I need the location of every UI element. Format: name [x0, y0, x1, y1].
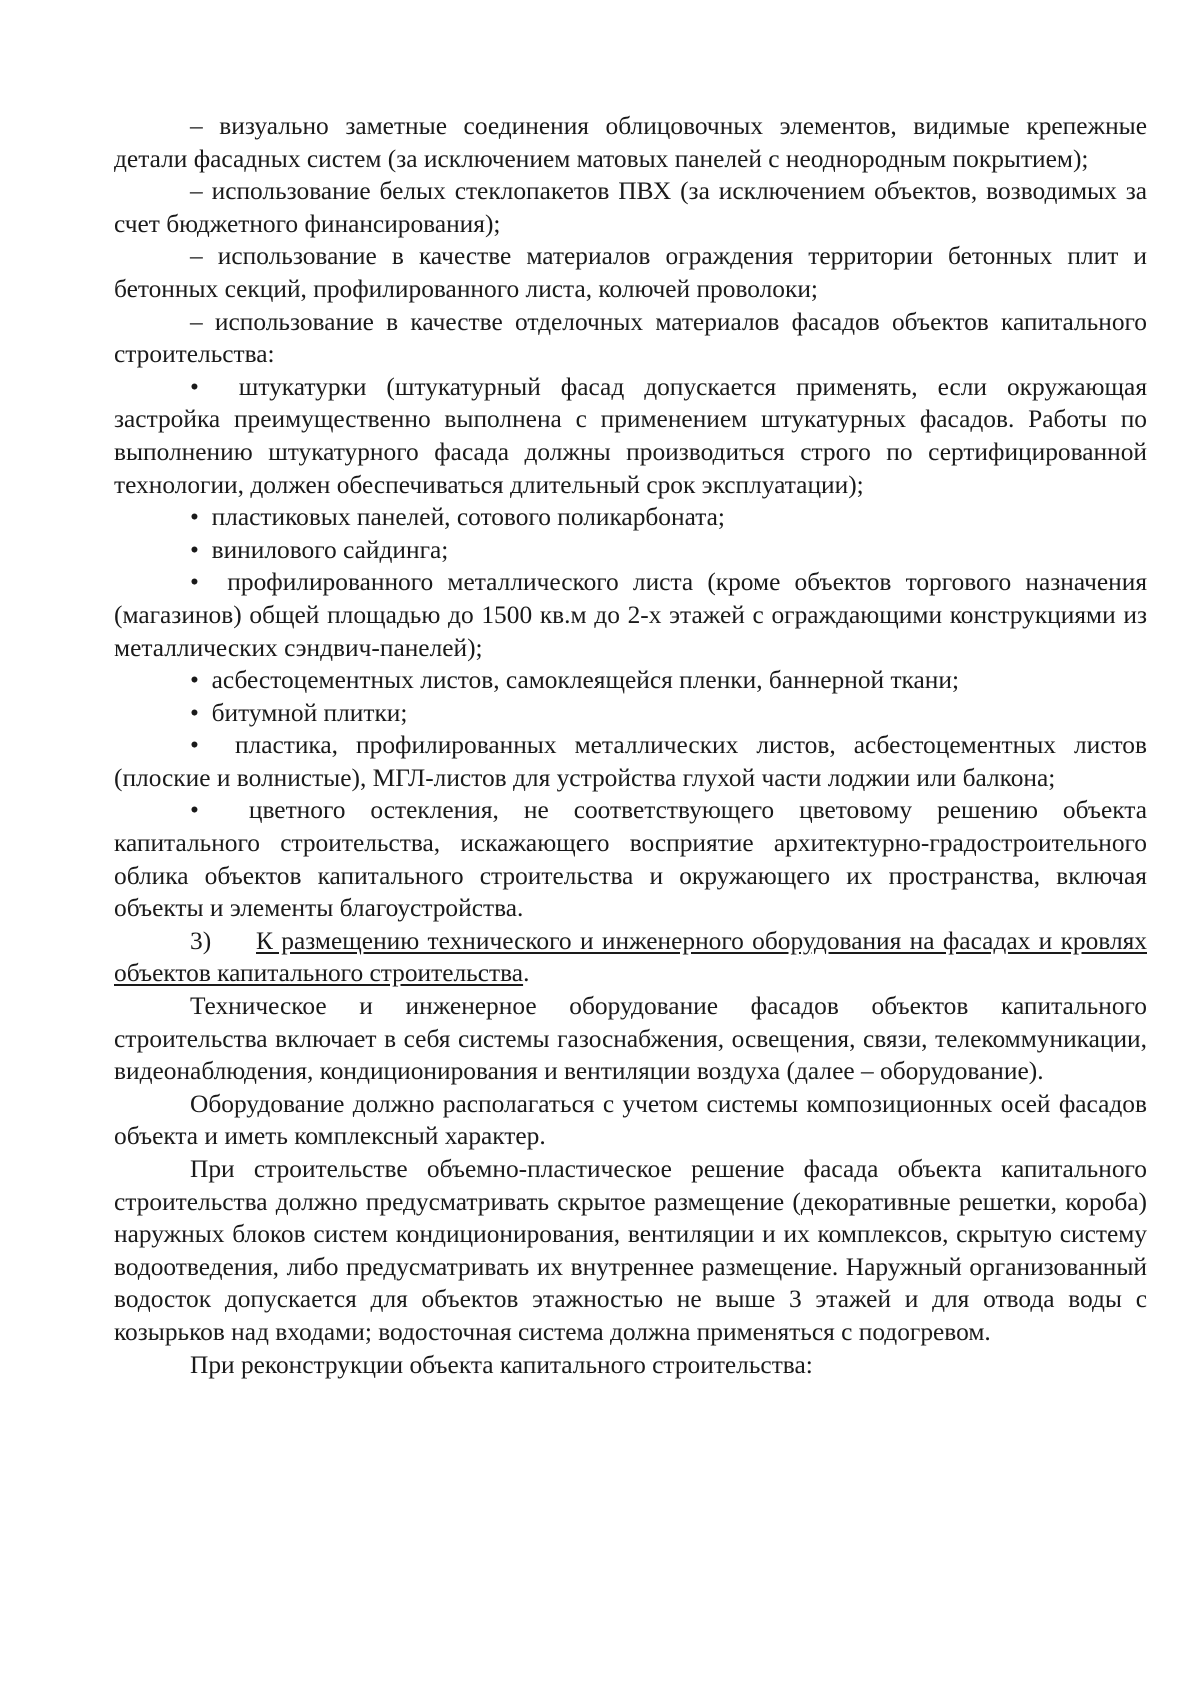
- body-paragraph: При строительстве объемно-пластическое решение фасада объекта капитального строительства должно предусматривать скрытое размещение (декоративные решетки, короба) наружных блоков систем кондиционирования, вентиляции и их комплексов, скрытую систему водоотведения, либо предусматривать их внутреннее размещение. Наружный организованный водосток допускается для объектов этажностью не выше 3 этажей и для отвода воды с козырьков над входами; водосточная система должна применяться с подогревом.: [114, 1155, 1147, 1346]
- list-item-bullet: • штукатурки (штукатурный фасад допускается применять, если окружающая застройка преимущественно выполнена с применением штукатурных фасадов. Работы по выполнению штукатурного фасада должны производиться строго по сертифицированной технологии, должен обеспечиваться длительный срок эксплуатации);: [114, 371, 1147, 501]
- section-heading-end: .: [523, 959, 530, 988]
- body-paragraph: При реконструкции объекта капитального строительства:: [190, 1350, 813, 1379]
- list-item-bullet: • битумной плитки;: [114, 697, 1147, 730]
- list-item-bullet: • профилированного металлического листа (кроме объектов торгового назначения (магазинов) общей площадью до 1500 кв.м до 2-х этажей с ограждающими конструкциями из металлических сэндвич-панелей);: [114, 566, 1147, 664]
- list-item-dash: – использование белых стеклопакетов ПВХ (за исключением объектов, возводимых за счет бюджетного финансирования);: [114, 177, 1147, 238]
- body-paragraph: Техническое и инженерное оборудование фасадов объектов капитального строительства включает в себя системы газоснабжения, освещения, связи, телекоммуникации, видеонаблюдения, кондиционирования и вентиляции воздуха (далее – оборудование).: [114, 992, 1147, 1086]
- list-item-bullet: • пластика, профилированных металлических листов, асбестоцементных листов (плоские и волнистые), МГЛ-листов для устройства глухой части лоджии или балкона;: [114, 729, 1147, 794]
- list-item-dash: – визуально заметные соединения облицовочных элементов, видимые крепежные детали фасадных систем (за исключением матовых панелей с неоднородным покрытием);: [114, 112, 1147, 173]
- document-page: [114, 110, 1147, 1381]
- section-heading: [114, 925, 1147, 990]
- list-item-dash: – использование в качестве материалов ограждения территории бетонных плит и бетонных секций, профилированного листа, колючей проволоки;: [114, 242, 1147, 303]
- list-item-bullet: • цветного остекления, не соответствующего цветовому решению объекта капитального строительства, искажающего восприятие архитектурно-градостроительного облика объектов капитального строительства и окружающего их пространства, включая объекты и элементы благоустройства.: [114, 794, 1147, 924]
- section-heading-text: К размещению технического и инженерного оборудования на фасадах и кровлях объектов капитального строительства: [114, 926, 1147, 988]
- section-number: 3): [190, 926, 212, 955]
- list-item-bullet: • асбестоцементных листов, самоклеящейся пленки, баннерной ткани;: [114, 664, 1147, 697]
- list-item-bullet: • пластиковых панелей, сотового поликарбоната;: [114, 501, 1147, 534]
- list-item-dash: – использование в качестве отделочных материалов фасадов объектов капитального строительства:: [114, 307, 1147, 369]
- body-paragraph: Оборудование должно располагаться с учетом системы композиционных осей фасадов объекта и иметь комплексный характер.: [114, 1089, 1147, 1151]
- list-item-bullet: • винилового сайдинга;: [114, 534, 1147, 567]
